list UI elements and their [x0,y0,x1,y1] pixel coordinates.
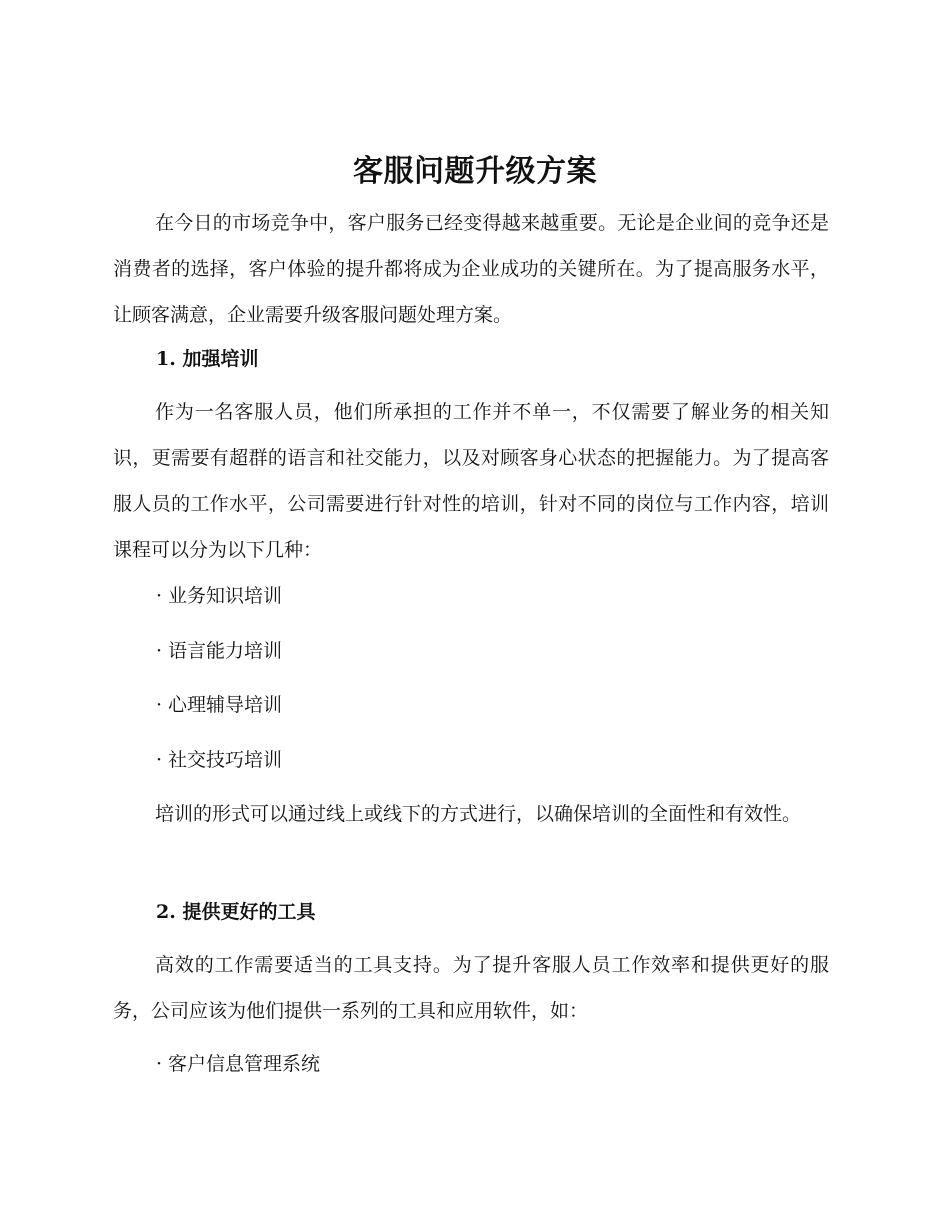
bullet-item [156,581,282,611]
bullet-text: 客户信息管理系统 [168,1053,321,1075]
section-1-closing-paragraph: 培训的形式可以通过线上或线下的方式进行，以确保培训的全面性和有效性。 [155,803,802,825]
bullet-text: 语言能力培训 [168,640,283,662]
section-2-paragraph: 高效的工作需要适当的工具支持。为了提升客服人员工作效率和提供更好的服务，公司应该为他们提供一系列的工具和应用软件，如： [113,954,829,1022]
bullet-item [156,745,282,775]
bullet-dot: · [156,640,163,662]
bullet-dot: · [156,749,163,771]
bullet-text: 心理辅导培训 [168,694,283,716]
section-2-heading: 2. 提供更好的工具 [156,901,316,923]
bullet-item [156,690,282,720]
intro-paragraph: 在今日的市场竞争中，客户服务已经变得越来越重要。无论是企业间的竞争还是消费者的选择，客户体验的提升都将成为企业成功的关键所在。为了提高服务水平，让顾客满意，企业需要升级客服问题处理方案。 [113,212,829,326]
section-1-paragraph: 作为一名客服人员，他们所承担的工作并不单一，不仅需要了解业务的相关知识，更需要有超群的语言和社交能力，以及对顾客身心状态的把握能力。为了提高客服人员的工作水平，公司需要进行针对性的培训，针对不同的岗位与工作内容，培训课程可以分为以下几种： [113,401,829,561]
bullet-item [156,1049,320,1079]
document-title: 客服问题升级方案 [353,154,597,189]
bullet-dot: · [156,1053,163,1075]
bullet-dot: · [156,585,163,607]
bullet-dot: · [156,694,163,716]
bullet-item [156,636,282,666]
bullet-text: 业务知识培训 [168,585,283,607]
bullet-text: 社交技巧培训 [168,749,283,771]
section-1-heading: 1. 加强培训 [156,348,259,370]
